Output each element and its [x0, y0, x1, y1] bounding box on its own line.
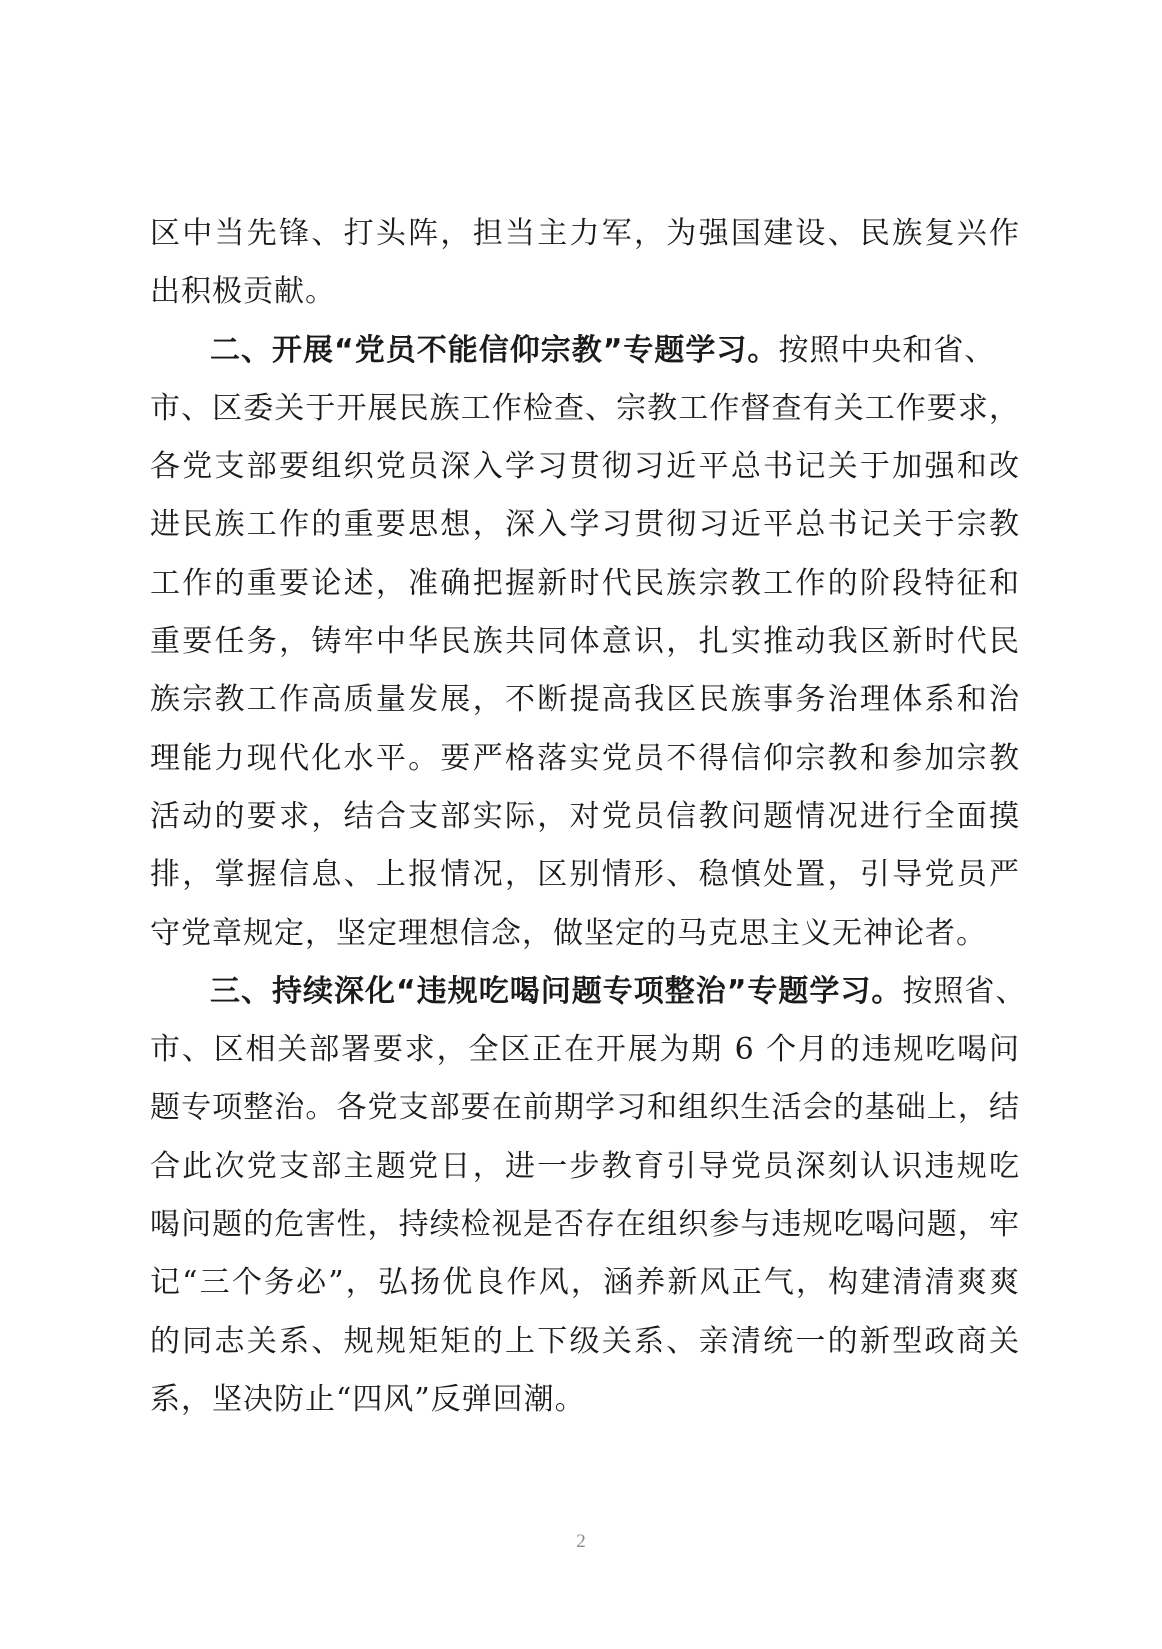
text-line: 喝问题的危害性，持续检视是否存在组织参与违规吃喝问题，牢 — [150, 1207, 1020, 1243]
text-line: 工作的重要论述，准确把握新时代民族宗教工作的阶段特征和 — [150, 565, 1020, 601]
section-2-lead-text: 按照中央和省、 — [778, 332, 996, 368]
text-line: 系，坚决防止“四风”反弹回潮。 — [150, 1381, 586, 1417]
text-line: 族宗教工作高质量发展，不断提高我区民族事务治理体系和治 — [150, 682, 1020, 718]
text-line: 市、区委关于开展民族工作检查、宗教工作督查有关工作要求， — [150, 390, 1020, 426]
document-body — [150, 205, 1027, 1429]
text-line: 重要任务，铸牢中华民族共同体意识，扎实推动我区新时代民 — [150, 624, 1020, 660]
text-line: 活动的要求，结合支部实际，对党员信教问题情况进行全面摸 — [150, 798, 1020, 834]
text-line: 的同志关系、规规矩矩的上下级关系、亲清统一的新型政商关 — [150, 1323, 1020, 1359]
text-line: 各党支部要组织党员深入学习贯彻习近平总书记关于加强和改 — [150, 449, 1020, 485]
text-line: 市、区相关部署要求，全区正在开展为期 6 个月的违规吃喝问 — [150, 1032, 1020, 1068]
section-3-first-line — [150, 963, 1027, 1021]
text-line: 合此次党支部主题党日，进一步教育引导党员深刻认识违规吃 — [150, 1148, 1020, 1184]
section-3-heading: 三、持续深化“违规吃喝问题专项整治”专题学习。 — [210, 973, 903, 1009]
section-3-lead-text: 按照省、 — [902, 973, 1027, 1009]
text-line: 守党章规定，坚定理想信念，做坚定的马克思主义无神论者。 — [150, 915, 987, 951]
text-line: 题专项整治。各党支部要在前期学习和组织生活会的基础上，结 — [150, 1090, 1020, 1126]
text-line: 记“三个务必”，弘扬优良作风，涵养新风正气，构建清清爽爽 — [150, 1265, 1020, 1301]
text-line: 进民族工作的重要思想，深入学习贯彻习近平总书记关于宗教 — [150, 507, 1020, 543]
section-2-heading: 二、开展“党员不能信仰宗教”专题学习。 — [210, 332, 779, 368]
section-2-first-line — [150, 322, 1020, 380]
text-line: 出积极贡献。 — [150, 274, 336, 310]
text-line: 排，掌握信息、上报情况，区别情形、稳慎处置，引导党员严 — [150, 857, 1020, 893]
text-line: 理能力现代化水平。要严格落实党员不得信仰宗教和参加宗教 — [150, 740, 1020, 776]
page-number: 2 — [576, 1531, 586, 1552]
text-line: 区中当先锋、打头阵，担当主力军，为强国建设、民族复兴作 — [150, 216, 1020, 251]
